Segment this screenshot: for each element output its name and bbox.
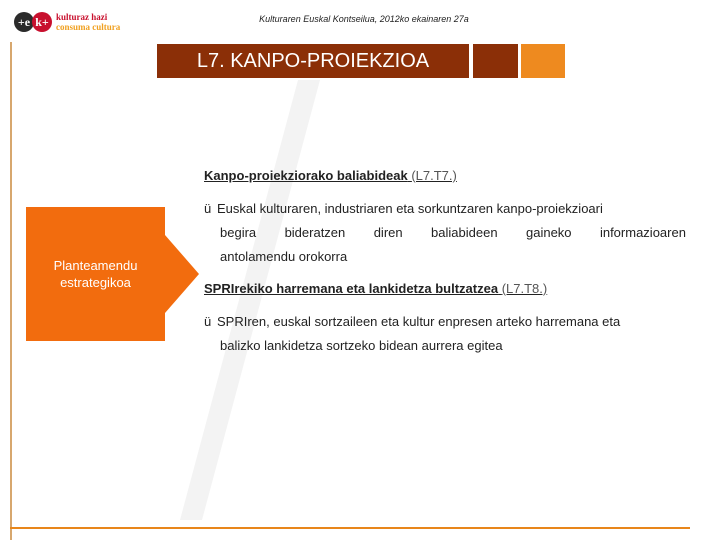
section-1-word: baliabideen — [431, 225, 498, 240]
arrow-right-icon — [165, 235, 205, 313]
logo-text-line2: consuma cultura — [56, 22, 121, 32]
section-1-bullet-line3: antolamendu orokorra — [220, 249, 348, 264]
section-1-word: informazioaren — [599, 225, 686, 240]
strategy-box-line1: Planteamendu — [53, 258, 138, 273]
section-1-bullet-line1 — [204, 197, 686, 221]
section-heading-1 — [204, 168, 457, 183]
slide-title: L7. KANPO-PROIEKZIOA — [196, 49, 430, 72]
checkmark-icon: ü — [204, 314, 212, 329]
section-2-bullet-line1 — [204, 310, 686, 334]
title-bar — [157, 44, 469, 78]
title-square-orange — [521, 44, 565, 78]
section-1-bullet-line2 — [204, 221, 686, 245]
logo-badge-k: k+ — [32, 12, 52, 32]
strategy-box — [26, 207, 165, 341]
section-1-word: bideratzen — [284, 225, 346, 240]
checkmark-icon: ü — [204, 201, 212, 216]
section-heading-2-code: (L7.T8.) — [501, 281, 548, 296]
section-heading-1-code: (L7.T7.) — [411, 168, 457, 183]
section-1-word: begira — [220, 225, 257, 240]
section-1-word: gaineko — [525, 225, 572, 240]
left-rule — [10, 42, 12, 540]
section-2-bullet-text1: SPRIren, euskal sortzaileen eta kultur enpresen arteko harremana eta — [217, 314, 621, 329]
bottom-rule — [10, 527, 690, 529]
section-2-bullet-line2: balizko lankidetza sortzeko bidean aurrera egitea — [220, 338, 503, 353]
logo-text-line1: kulturaz hazi — [56, 12, 108, 22]
section-1-bullet — [204, 197, 686, 269]
logo-badge-e: +e — [14, 12, 34, 32]
section-heading-2 — [204, 281, 547, 296]
section-heading-2-text: SPRIrekiko harremana eta lankidetza bultzatzea — [204, 281, 499, 296]
section-1-word: diren — [373, 225, 403, 240]
strategy-box-label — [31, 257, 161, 291]
header-caption: Kulturaren Euskal Kontseilua, 2012ko ekainaren 27a — [259, 14, 469, 24]
section-heading-1-text: Kanpo-proiekziorako baliabideak — [204, 168, 408, 183]
title-square-dark — [473, 44, 518, 78]
section-2-bullet — [204, 310, 686, 358]
strategy-box-line2: estrategikoa — [60, 275, 131, 290]
section-1-bullet-text1: Euskal kulturaren, industriaren eta sorkuntzaren kanpo-proiekzioari — [217, 201, 603, 216]
